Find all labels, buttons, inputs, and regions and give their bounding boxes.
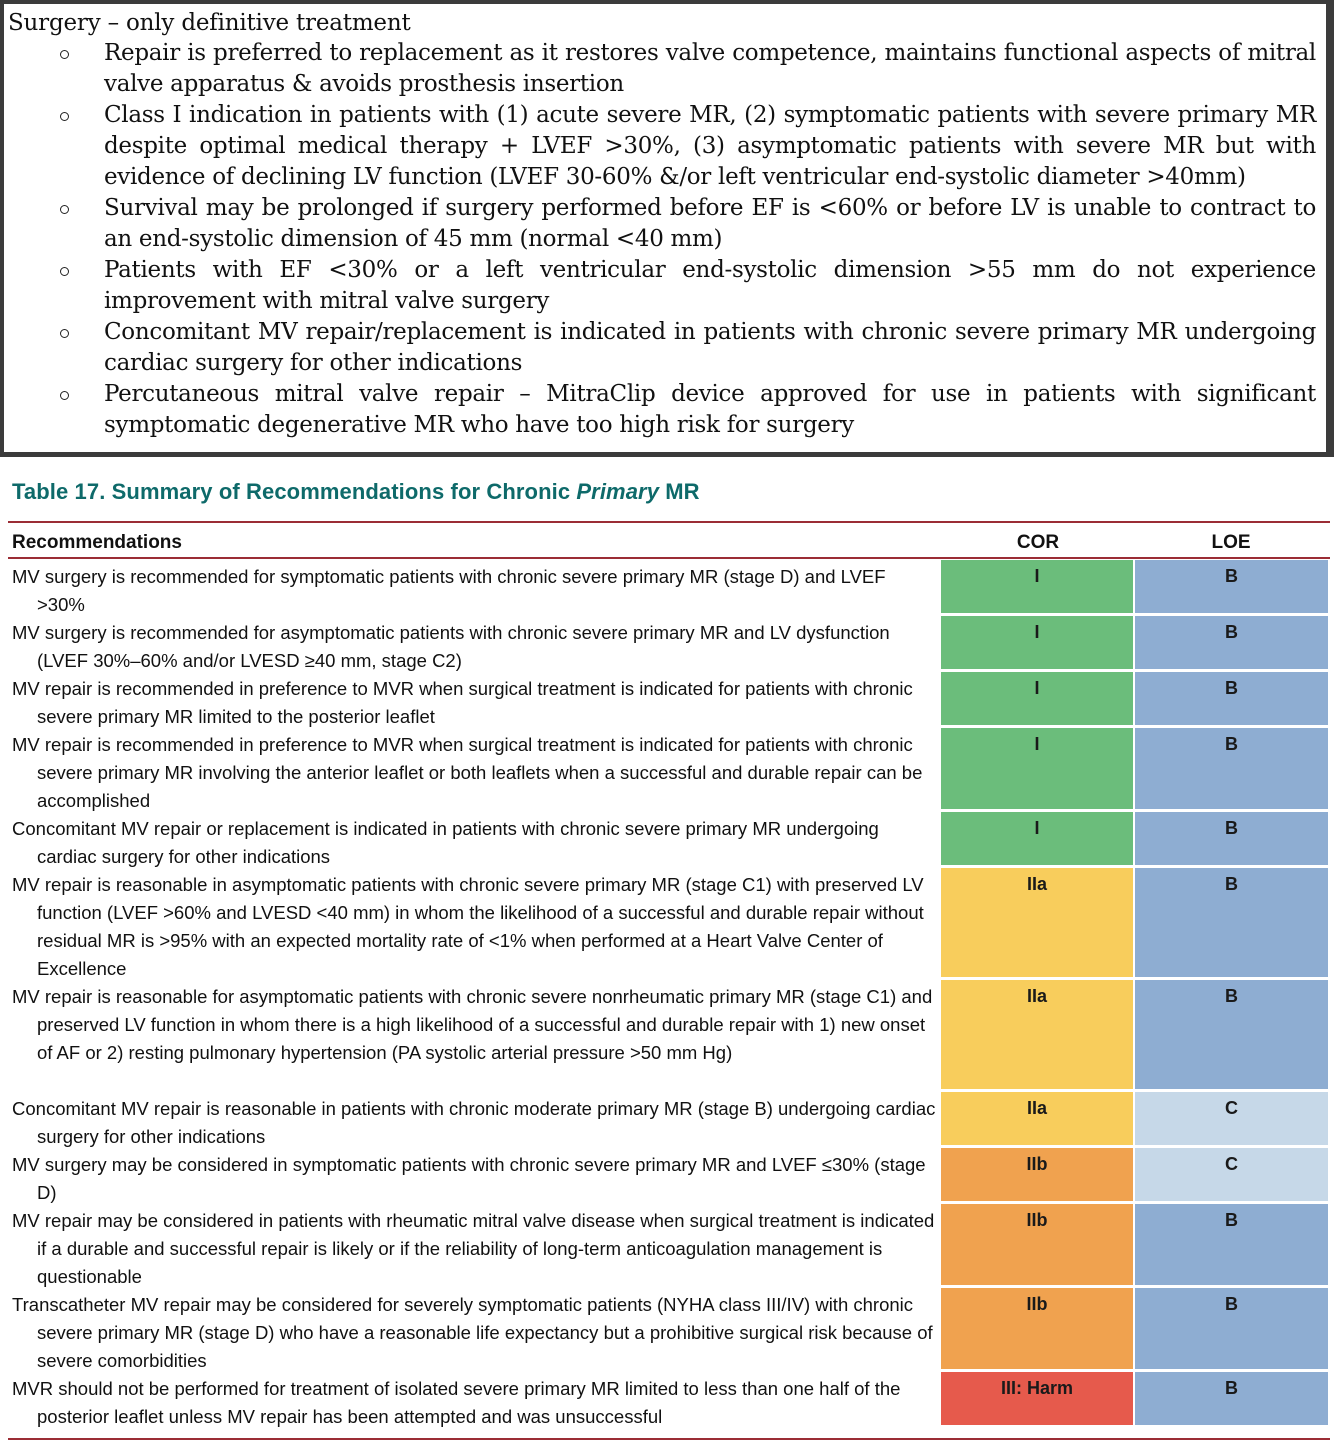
loe-cell: C: [1135, 1092, 1328, 1145]
notes-item: [8, 193, 1316, 255]
table-row: [0, 560, 1334, 616]
loe-cell: B: [1135, 980, 1328, 1089]
notes-item-text: Percutaneous mitral valve repair – MitraClip device approved for use in patients with significant symptomatic degenerative MR who have too high risk for surgery: [104, 381, 1316, 438]
circle-bullet-icon: [60, 391, 69, 400]
table-row: [0, 980, 1334, 1092]
loe-cell: B: [1135, 1204, 1328, 1285]
surgery-notes-panel: [4, 4, 1326, 452]
cor-cell: I: [941, 728, 1133, 809]
table-row: [0, 728, 1334, 812]
table-row: [0, 1204, 1334, 1288]
table-row: [0, 1148, 1334, 1204]
cor-cell: I: [941, 672, 1133, 725]
circle-bullet-icon: [60, 112, 69, 121]
circle-bullet-icon: [60, 267, 69, 276]
notes-item: [8, 38, 1316, 100]
recommendation-text: MV surgery may be considered in symptomatic patients with chronic severe primary MR and LVEF ≤30% (stage D): [12, 1154, 926, 1203]
table-row: [0, 868, 1334, 980]
recommendation-text: MV repair is recommended in preference to MVR when surgical treatment is indicated for patients with chronic severe primary MR limited to the posterior leaflet: [12, 678, 913, 727]
notes-item: [8, 379, 1316, 441]
loe-cell: B: [1135, 672, 1328, 725]
cor-cell: III: Harm: [941, 1372, 1133, 1425]
recommendation-text: MV surgery is recommended for symptomatic patients with chronic severe primary MR (stage D) and LVEF >30%: [12, 566, 886, 615]
loe-cell: C: [1135, 1148, 1328, 1201]
table-row: [0, 1372, 1334, 1428]
table-title: [12, 479, 700, 505]
cor-cell: IIa: [941, 1092, 1133, 1145]
recommendation-text: MV surgery is recommended for asymptomatic patients with chronic severe primary MR and LV dysfunction (LVEF 30%–60% and/or LVESD ≥40 mm, stage C2): [12, 622, 890, 671]
notes-item-text: Class I indication in patients with (1) acute severe MR, (2) symptomatic patients with severe primary MR despite optimal medical therapy + LVEF >30%, (3) asymptomatic patients with severe MR but with evidence of declining LV function (LVEF 30-60% &/or left ventricular end-systolic diameter >40mm): [104, 102, 1316, 190]
cor-cell: IIb: [941, 1288, 1133, 1369]
table-body: [0, 560, 1334, 1428]
recommendation-text: MVR should not be performed for treatment of isolated severe primary MR limited to less than one half of the posterior leaflet unless MV repair has been attempted and was unsuccessful: [12, 1378, 901, 1427]
header-loe: LOE: [1211, 532, 1251, 553]
cor-cell: I: [941, 812, 1133, 865]
notes-item: [8, 100, 1316, 193]
recommendation-text: Concomitant MV repair is reasonable in patients with chronic moderate primary MR (stage B) undergoing cardiac surgery for other indications: [12, 1098, 936, 1147]
notes-item: [8, 317, 1316, 379]
recommendation-text: MV repair is reasonable in asymptomatic patients with chronic severe primary MR (stage C1) with preserved LV function (LVEF >60% and LVESD <40 mm) in whom the likelihood of a successful and durable repair without residual MR is >95% with an expected mortality rate of <1% when performed at a Heart Valve Center of Excellence: [12, 874, 924, 979]
notes-item-text: Patients with EF <30% or a left ventricular end-systolic dimension >55 mm do not experience improvement with mitral valve surgery: [104, 257, 1316, 314]
cor-cell: IIa: [941, 868, 1133, 977]
header-cor: COR: [1016, 532, 1060, 553]
table-top-rule: [8, 521, 1330, 523]
notes-item-text: Survival may be prolonged if surgery performed before EF is <60% or before LV is unable to contract to an end-systolic dimension of 45 mm (normal <40 mm): [104, 195, 1316, 252]
loe-cell: B: [1135, 868, 1328, 977]
table-title-suffix: MR: [659, 479, 700, 504]
header-recommendations: Recommendations: [12, 532, 182, 553]
notes-item: [8, 255, 1316, 317]
table-row: [0, 672, 1334, 728]
circle-bullet-icon: [60, 329, 69, 338]
notes-heading: Surgery – only definitive treatment: [8, 10, 411, 36]
notes-list: [8, 38, 1316, 441]
loe-cell: B: [1135, 616, 1328, 669]
recommendation-text: Transcatheter MV repair may be considered for severely symptomatic patients (NYHA class III/IV) with chronic severe primary MR (stage D) who have a reasonable life expectancy but a prohibitive surgical risk because of severe comorbidities: [12, 1294, 933, 1371]
cor-cell: I: [941, 616, 1133, 669]
loe-cell: B: [1135, 728, 1328, 809]
circle-bullet-icon: [60, 50, 69, 59]
notes-item-text: Repair is preferred to replacement as it restores valve competence, maintains functional aspects of mitral valve apparatus & avoids prosthesis insertion: [104, 40, 1316, 97]
cor-cell: IIb: [941, 1204, 1133, 1285]
table-row: [0, 616, 1334, 672]
table-header-rule: [8, 557, 1330, 559]
loe-cell: B: [1135, 1372, 1328, 1425]
table-title-emphasis: Primary: [576, 479, 660, 504]
cor-cell: I: [941, 560, 1133, 613]
table-bottom-rule: [8, 1438, 1330, 1440]
table-row: [0, 1288, 1334, 1372]
loe-cell: B: [1135, 560, 1328, 613]
recommendation-text: MV repair may be considered in patients with rheumatic mitral valve disease when surgical treatment is indicated if a durable and successful repair is likely or if the reliability of long-term anticoagulation management is questionable: [12, 1210, 935, 1287]
recommendation-text: MV repair is recommended in preference to MVR when surgical treatment is indicated for patients with chronic severe primary MR involving the anterior leaflet or both leaflets when a successful and durable repair can be accomplished: [12, 734, 923, 811]
table-title-prefix: Table 17. Summary of Recommendations for Chronic: [12, 479, 577, 504]
cor-cell: IIb: [941, 1148, 1133, 1201]
recommendations-table-panel: [0, 457, 1334, 1445]
circle-bullet-icon: [60, 205, 69, 214]
cor-cell: IIa: [941, 980, 1133, 1089]
loe-cell: B: [1135, 1288, 1328, 1369]
loe-cell: B: [1135, 812, 1328, 865]
recommendation-text: Concomitant MV repair or replacement is indicated in patients with chronic severe primary MR undergoing cardiac surgery for other indications: [12, 818, 879, 867]
notes-item-text: Concomitant MV repair/replacement is indicated in patients with chronic severe primary MR undergoing cardiac surgery for other indications: [104, 319, 1316, 376]
table-row: [0, 812, 1334, 868]
recommendation-text: MV repair is reasonable for asymptomatic patients with chronic severe nonrheumatic primary MR (stage C1) and preserved LV function in whom there is a high likelihood of a successful and durable repair with 1) new onset of AF or 2) resting pulmonary hypertension (PA systolic arterial pressure >50 mm Hg): [12, 986, 933, 1063]
table-row: [0, 1092, 1334, 1148]
